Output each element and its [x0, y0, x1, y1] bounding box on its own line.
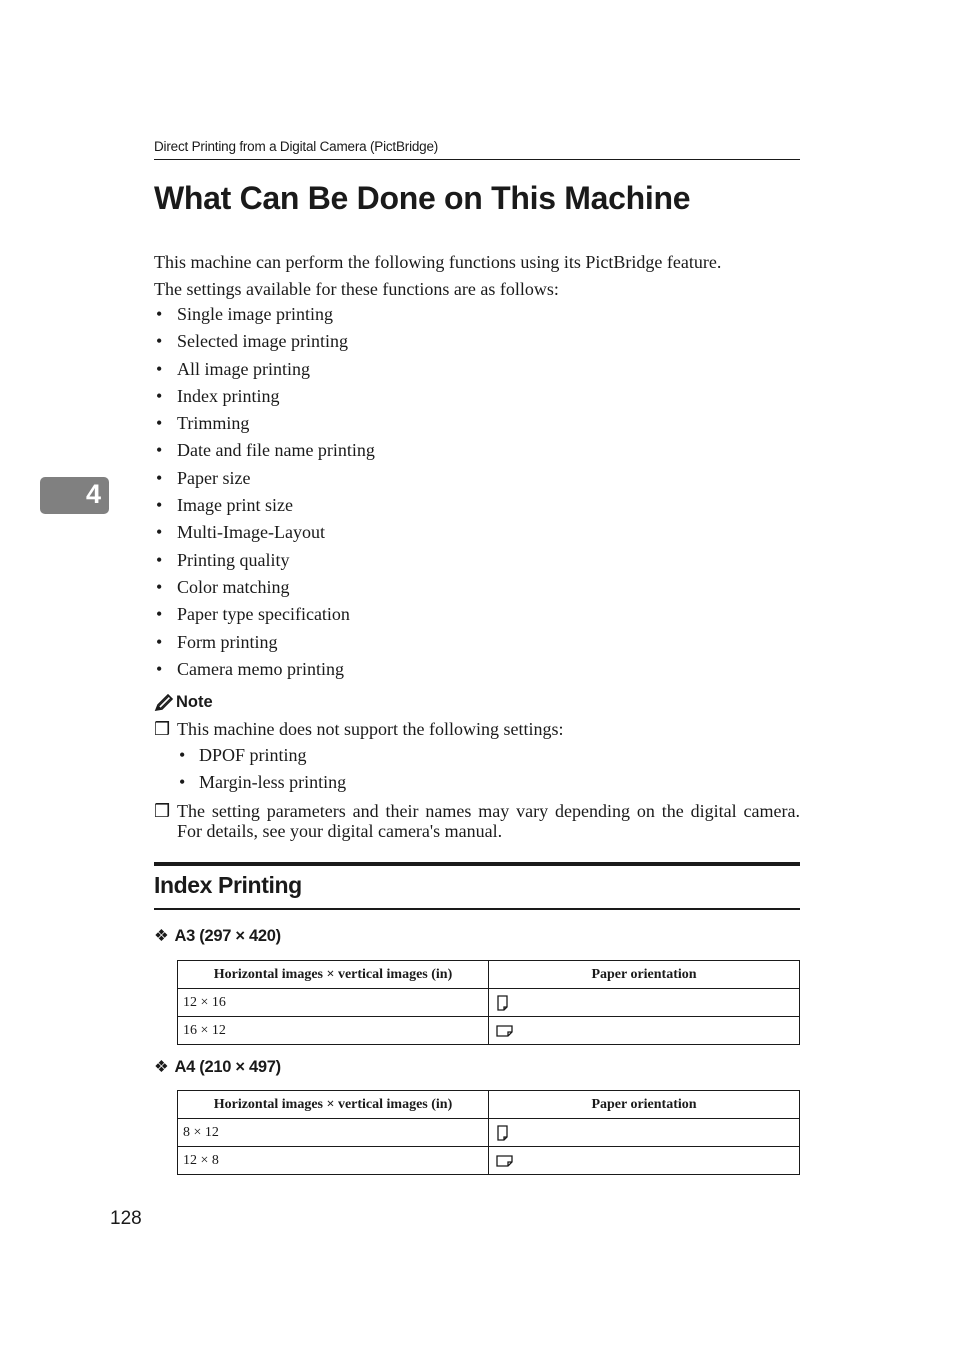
bullet: • [156, 495, 163, 516]
bullet: • [156, 440, 163, 461]
bullet: • [156, 467, 163, 488]
section-rule-top [154, 862, 800, 866]
table-header-row [178, 961, 800, 989]
feature-label: Camera memo printing [177, 658, 344, 679]
list-item [154, 656, 375, 683]
grid-cell: 12 × 16 [178, 989, 489, 1017]
note-text: This machine does not support the following settings: [177, 719, 564, 739]
bullet: • [156, 304, 163, 324]
orientation-cell [489, 1017, 800, 1045]
list-item [154, 519, 375, 546]
feature-label: Paper type specification [177, 604, 350, 625]
page-title: What Can Be Done on This Machine [154, 180, 691, 216]
portrait-paper-icon [494, 1125, 794, 1141]
intro-line: This machine can perform the following functions using its PictBridge feature. [154, 252, 722, 272]
feature-label: Selected image printing [177, 331, 348, 352]
a3-heading [154, 926, 281, 946]
bullet: • [156, 549, 163, 570]
checkbox-icon: ❒ [154, 801, 171, 821]
feature-label: Index printing [177, 385, 280, 406]
list-item [154, 356, 375, 383]
setting-label: DPOF printing [199, 745, 307, 765]
chapter-number: 4 [85, 479, 101, 509]
section-title: Index Printing [154, 872, 302, 898]
feature-label: Multi-Image-Layout [177, 522, 325, 543]
table-row [178, 1017, 800, 1045]
list-item [154, 601, 375, 628]
table-row [178, 989, 800, 1017]
list-item [177, 742, 346, 769]
a3-index-table [177, 960, 800, 1045]
table-row [178, 1119, 800, 1147]
header-rule [154, 159, 800, 160]
feature-label: Color matching [177, 576, 290, 597]
a4-index-table [177, 1090, 800, 1175]
list-item [154, 328, 375, 355]
column-header-orientation: Paper orientation [489, 1091, 800, 1119]
bullet: • [156, 576, 163, 597]
grid-cell: 12 × 8 [178, 1147, 489, 1175]
note-text: The setting parameters and their names may vary depending on the digital camera. For details, see your digital camera's manual. [177, 801, 800, 841]
list-item [177, 769, 346, 796]
bullet: • [156, 413, 163, 434]
bullet: • [156, 658, 163, 679]
feature-label: Trimming [177, 413, 250, 434]
list-item [154, 410, 375, 437]
list-item [154, 547, 375, 574]
list-item [154, 574, 375, 601]
note-label: Note [176, 693, 213, 711]
grid-cell: 8 × 12 [178, 1119, 489, 1147]
feature-label: All image printing [177, 358, 310, 379]
bullet: • [156, 604, 163, 625]
list-item [154, 437, 375, 464]
list-item [154, 492, 375, 519]
diamond-icon: ❖ [154, 927, 169, 945]
bullet: • [156, 385, 163, 406]
column-header-orientation: Paper orientation [489, 961, 800, 989]
a4-heading [154, 1057, 281, 1077]
note-heading [154, 693, 213, 712]
page-number: 128 [110, 1208, 142, 1229]
bullet: • [156, 522, 163, 543]
setting-label: Margin-less printing [199, 772, 347, 792]
note-item [154, 719, 800, 739]
intro-paragraph [154, 249, 800, 303]
list-item [154, 383, 375, 410]
feature-label: Paper size [177, 467, 251, 488]
bullet: • [179, 745, 186, 765]
orientation-cell [489, 989, 800, 1017]
grid-cell: 16 × 12 [178, 1017, 489, 1045]
feature-label: Printing quality [177, 549, 290, 570]
feature-label: Single image printing [177, 304, 333, 324]
orientation-cell [489, 1147, 800, 1175]
landscape-paper-icon [494, 1154, 794, 1168]
unsupported-settings-list [177, 742, 346, 796]
diamond-icon: ❖ [154, 1058, 169, 1076]
portrait-paper-icon [494, 995, 794, 1011]
feature-list [154, 301, 375, 683]
bullet: • [179, 772, 186, 792]
landscape-paper-icon [494, 1024, 794, 1038]
pencil-icon [154, 694, 174, 712]
a4-heading-label: A4 (210 × 497) [174, 1058, 281, 1076]
feature-label: Date and file name printing [177, 440, 375, 461]
column-header-grid: Horizontal images × vertical images (in) [178, 961, 489, 989]
section-rule-bottom [154, 908, 800, 910]
running-header: Direct Printing from a Digital Camera (PictBridge) [154, 139, 439, 154]
note-item [154, 801, 800, 841]
table-row [178, 1147, 800, 1175]
list-item [154, 301, 375, 328]
bullet: • [156, 358, 163, 379]
feature-label: Form printing [177, 631, 278, 652]
feature-label: Image print size [177, 495, 293, 516]
list-item [154, 465, 375, 492]
a3-heading-label: A3 (297 × 420) [174, 927, 281, 945]
intro-line: The settings available for these functions are as follows: [154, 279, 559, 299]
bullet: • [156, 331, 163, 352]
bullet: • [156, 631, 163, 652]
orientation-cell [489, 1119, 800, 1147]
checkbox-icon: ❒ [154, 719, 171, 739]
column-header-grid: Horizontal images × vertical images (in) [178, 1091, 489, 1119]
chapter-tab [40, 477, 109, 514]
table-header-row [178, 1091, 800, 1119]
list-item [154, 629, 375, 656]
